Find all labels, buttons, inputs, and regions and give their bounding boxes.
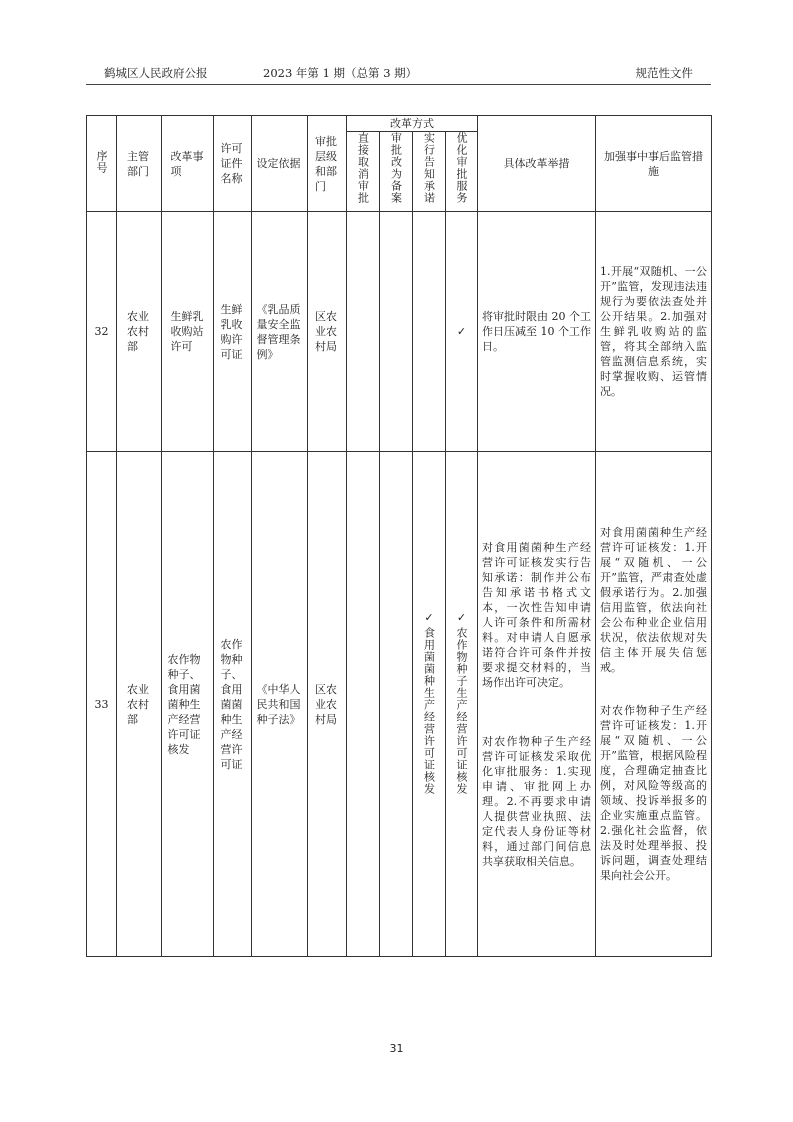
row-33-notify-scope: 食用菌菌种生产经营许可证核发 — [422, 626, 436, 795]
row-33-dept: 农业农村部 — [117, 452, 162, 957]
header-measures: 具体改革举措 — [478, 116, 596, 212]
header-section: 规范性文件 — [635, 66, 693, 80]
header-item: 改革事项 — [162, 116, 214, 212]
row-33-mode-optimize — [446, 452, 478, 957]
table-row — [87, 212, 712, 452]
row-33-measures — [478, 452, 596, 957]
running-header — [86, 63, 711, 83]
row-33-mode-cancel — [347, 452, 380, 957]
reform-table — [86, 115, 712, 957]
row-33-supervision — [596, 452, 712, 957]
header-issue: 2023 年第 1 期（总第 3 期） — [263, 66, 418, 80]
row-33-mode-record — [380, 452, 413, 957]
row-32-seq: 32 — [87, 212, 117, 452]
row-33-measures-optimize: 对农作物种子生产经营许可证核发采取优化审批服务：1.实现申请、审批网上办理。2.不再要求申请人提供营业执照、法定代表人身份证等材料，通过部门间信息共享获取相关信息。 — [482, 734, 591, 868]
row-32-mode-notify — [413, 212, 446, 452]
row-33-notify-checkmark: ✓ — [424, 610, 434, 624]
header-mode-optimize: 优化审批服务 — [446, 132, 478, 212]
row-32-mode-cancel — [347, 212, 380, 452]
header-dept: 主管部门 — [117, 116, 162, 212]
header-mode-notify: 实行告知承诺 — [413, 132, 446, 212]
row-33-mode-notify — [413, 452, 446, 957]
header-level: 审批层级和部门 — [308, 116, 347, 212]
table-row — [87, 452, 712, 957]
row-32-basis: 《乳品质量安全监督管理条例》 — [252, 212, 308, 452]
row-32-level: 区农业农村局 — [308, 212, 347, 452]
row-33-seq: 33 — [87, 452, 117, 957]
header-mode-group: 改革方式 — [347, 116, 478, 132]
row-33-supervision-notify: 对食用菌菌种生产经营许可证核发：1.开展“双随机、一公开”监管，严肃查处虚假承诺行为。2.加强信用监管，依法向社会公布种业企业信用状况，依法依规对失信主体开展失信惩戒。 — [600, 526, 707, 674]
header-publication: 鹤城区人民政府公报 — [104, 66, 208, 80]
header-mode-record: 审批改为备案 — [380, 132, 413, 212]
page-number: 31 — [389, 1042, 404, 1055]
row-33-item: 农作物种子、食用菌菌种生产经营许可证核发 — [162, 452, 214, 957]
row-32-mode-optimize-checkmark: ✓ — [446, 212, 478, 452]
header-rule — [86, 84, 711, 85]
header-supervision: 加强事中事后监管措施 — [596, 116, 712, 212]
row-33-optimize-checkmark: ✓ — [456, 610, 467, 624]
row-32-mode-record — [380, 212, 413, 452]
row-32-measures: 将审批时限由 20 个工作日压减至 10 个工作日。 — [478, 212, 596, 452]
row-33-license: 农作物种子、食用菌菌种生产经营许可证 — [214, 452, 252, 957]
header-license: 许可证件名称 — [214, 116, 252, 212]
row-33-supervision-optimize: 对农作物种子生产经营许可证核发：1.开展“双随机、一公开”监管，根据风险程度，合理确定抽查比例，对风险等级高的领域、投诉举报多的企业实施重点监管。2.强化社会监督，依法及时处理举报、投诉问题，调查处理结果向社会公开。 — [600, 704, 707, 882]
header-mode-cancel: 直接取消审批 — [347, 132, 380, 212]
row-32-dept: 农业农村部 — [117, 212, 162, 452]
row-33-measures-notify: 对食用菌菌种生产经营许可证核发实行告知承诺：制作并公布告知承诺书格式文本，一次性告知申请人许可条件和所需材料。对申请人自愿承诺符合许可条件并按要求提交材料的，当场作出许可决定。 — [482, 540, 591, 689]
row-33-level: 区农业农村局 — [308, 452, 347, 957]
header-basis: 设定依据 — [252, 116, 308, 212]
header-seq: 序号 — [87, 116, 117, 212]
row-33-basis: 《中华人民共和国种子法》 — [252, 452, 308, 957]
row-32-license: 生鲜乳收购许可证 — [214, 212, 252, 452]
row-32-item: 生鲜乳收购站许可 — [162, 212, 214, 452]
row-33-optimize-scope: 农作物种子生产经营许可证核发 — [455, 626, 468, 795]
row-32-supervision: 1.开展“双随机、一公开”监管，发现违法违规行为要依法查处并公开结果。2.加强对生鲜乳收购站的监管，将其全部纳入监管监测信息系统，实时掌握收购、运管情况。 — [596, 212, 712, 452]
